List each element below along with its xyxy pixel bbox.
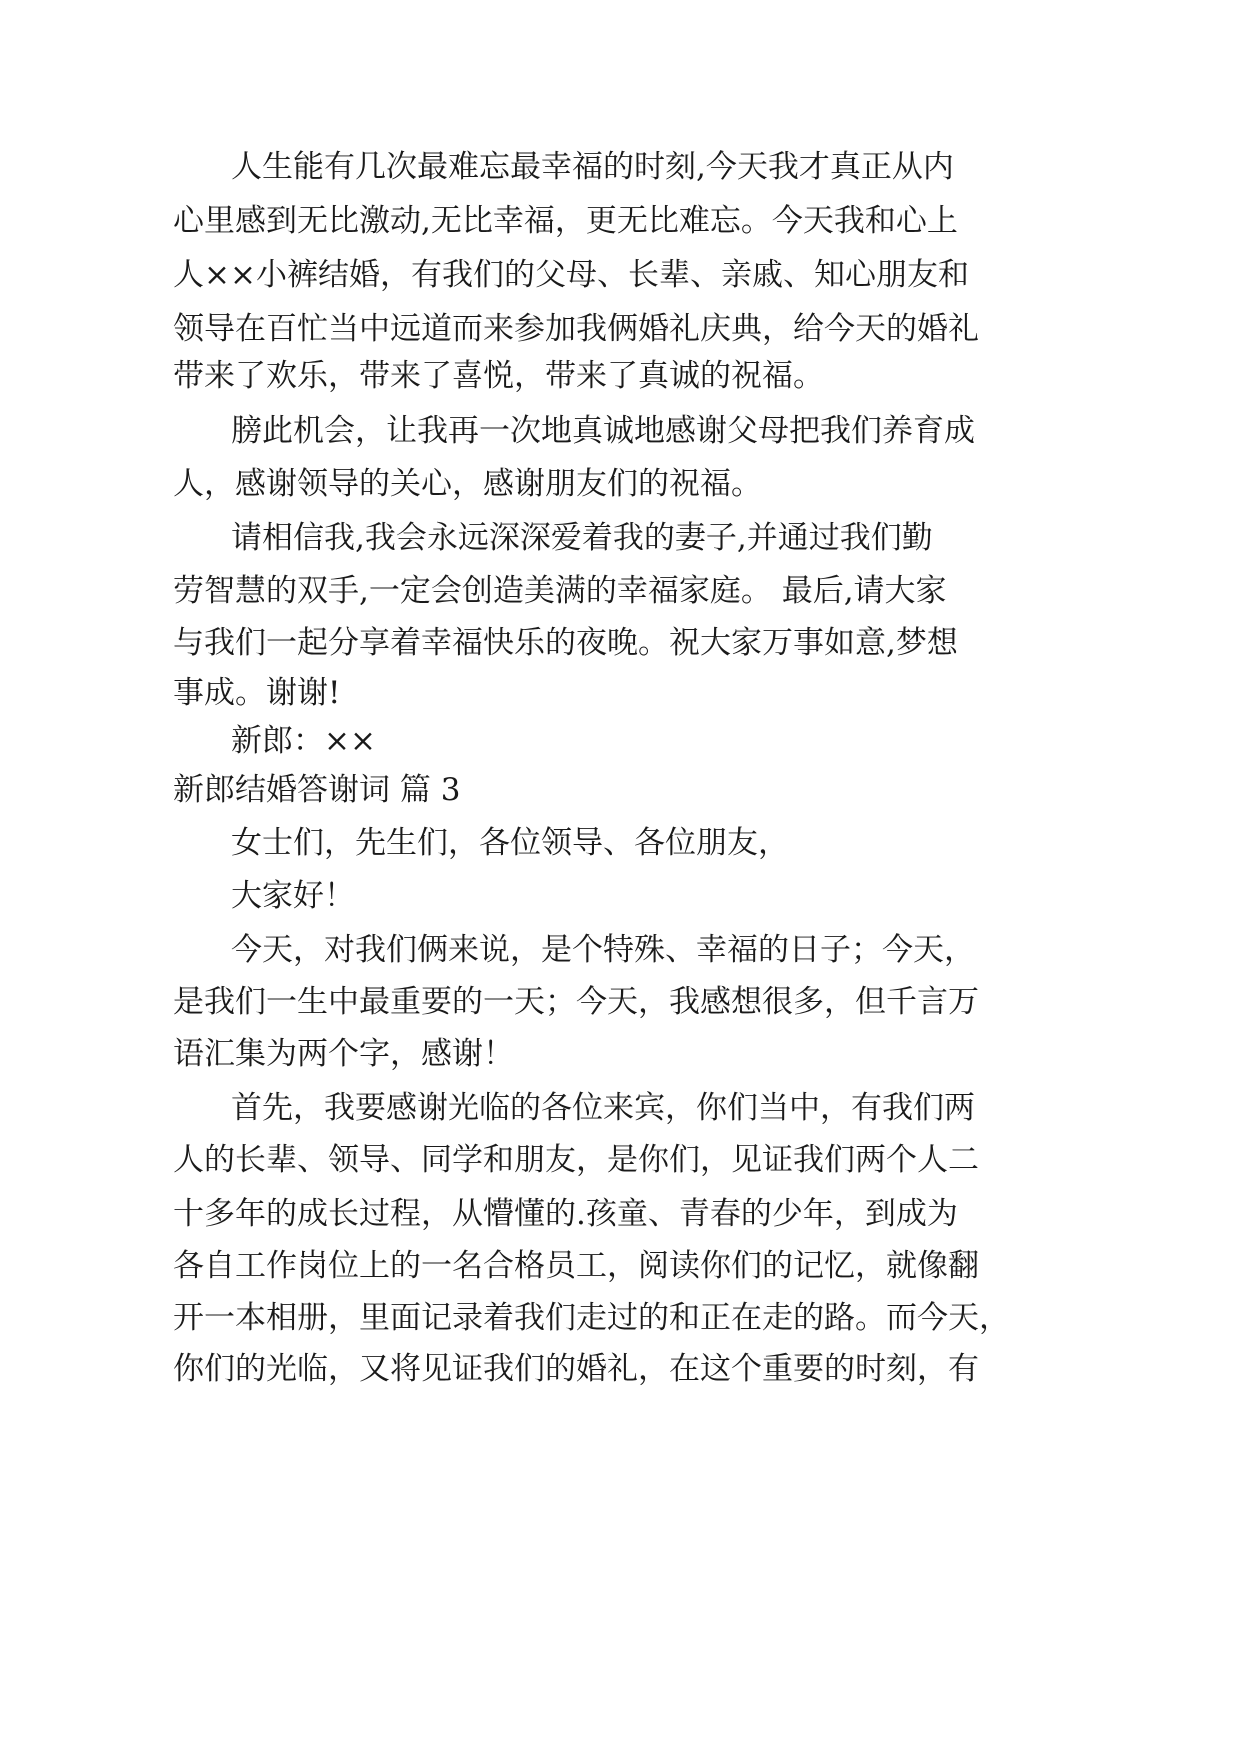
text-line: 人××小裤结婚，有我们的父母、长辈、亲戚、知心朋友和 <box>173 257 969 293</box>
text-line: 是我们一生中最重要的一天；今天，我感想很多，但千言万 <box>173 984 979 1020</box>
text-line: 请相信我,我会永远深深爱着我的妻子,并通过我们勤 <box>231 520 933 556</box>
text-line: 大家好！ <box>231 878 355 914</box>
text-line: 你们的光临，又将见证我们的婚礼，在这个重要的时刻，有 <box>173 1351 979 1387</box>
text-line: 语汇集为两个字，感谢！ <box>173 1036 514 1072</box>
text-line: 与我们一起分享着幸福快乐的夜晚。祝大家万事如意,梦想 <box>173 625 958 661</box>
text-line: 劳智慧的双手,一定会创造美满的幸福家庭。 最后,请大家 <box>173 573 947 609</box>
text-line: 领导在百忙当中远道而来参加我俩婚礼庆典，给今天的婚礼 <box>173 311 979 347</box>
text-line: 人的长辈、领导、同学和朋友，是你们，见证我们两个人二 <box>173 1142 979 1178</box>
section-heading: 新郎结婚答谢词 篇 3 <box>173 772 461 808</box>
text-line: 人生能有几次最难忘最幸福的时刻,今天我才真正从内 <box>231 149 954 185</box>
text-line: 首先，我要感谢光临的各位来宾，你们当中，有我们两 <box>231 1090 975 1126</box>
text-line: 人，感谢领导的关心，感谢朋友们的祝福。 <box>173 466 762 502</box>
text-line: 各自工作岗位上的一名合格员工，阅读你们的记忆，就像翻 <box>173 1248 979 1284</box>
signature-line: 新郎：×× <box>231 723 376 759</box>
text-line: 心里感到无比激动,无比幸福，更无比难忘。今天我和心上 <box>173 203 958 239</box>
text-line: 十多年的成长过程，从懵懂的.孩童、青春的少年，到成为 <box>173 1196 958 1232</box>
text-line: 今天，对我们俩来说，是个特殊、幸福的日子；今天， <box>231 932 975 968</box>
text-line: 带来了欢乐，带来了喜悦，带来了真诚的祝福。 <box>173 358 824 394</box>
text-line: 开一本相册，里面记录着我们走过的和正在走的路。而今天， <box>173 1300 1010 1336</box>
text-line: 膀此机会，让我再一次地真诚地感谢父母把我们养育成 <box>231 413 975 449</box>
text-line: 女士们，先生们，各位领导、各位朋友， <box>231 825 789 861</box>
text-line: 事成。谢谢! <box>173 675 341 711</box>
